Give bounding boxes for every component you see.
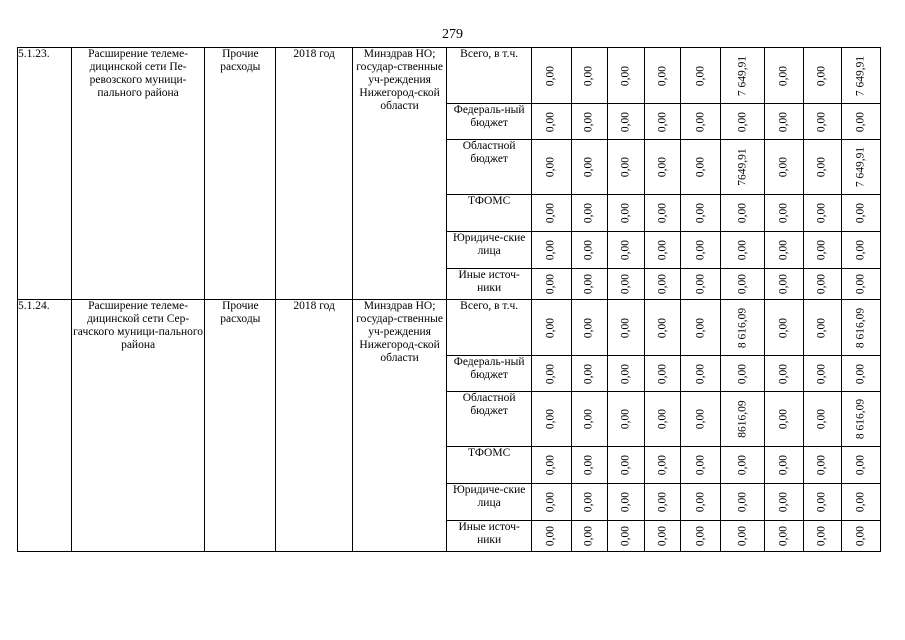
value-cell [571,521,608,552]
page-number: 279 [442,27,463,42]
value-text: 8 616,09 [854,307,867,348]
executor: Минздрав НО; государ-ственные уч-реждения Нижегород-ской области [352,48,447,300]
value-text: 0,00 [544,363,557,384]
funding-source: Иные источ-ники [447,269,531,300]
value-cell [803,392,842,447]
value-cell [531,300,571,356]
value-text: 0,00 [815,525,828,547]
value-cell [571,484,608,521]
value-cell [764,447,803,484]
value-text: 0,00 [619,156,632,178]
value-cell [764,48,803,104]
value-cell [764,104,803,140]
funding-source: Областной бюджет [447,392,531,447]
value-text: 0,00 [736,491,748,513]
value-cell [571,140,608,195]
value-cell [721,392,765,447]
funding-source: Федераль-ный бюджет [447,104,531,140]
implementation-year: 2018 год [276,48,352,300]
value-cell [803,356,842,392]
value-text: 0,00 [694,273,707,295]
value-text: 0,00 [815,65,828,86]
item-name: Расширение телеме-дицинской сети Пе-ревозского муници-пального района [71,48,204,300]
funding-source: ТФОМС [447,447,531,484]
value-cell [608,392,645,447]
value-text: 0,00 [777,491,790,513]
value-text: 0,00 [582,111,595,132]
value-text: 0,00 [619,491,632,513]
value-text: 0,00 [656,363,669,384]
value-text: 0,00 [777,454,790,476]
item-code: 5.1.23. [18,48,72,300]
value-text: 0,00 [777,363,790,384]
value-cell [803,484,842,521]
value-text: 0,00 [656,317,669,338]
value-text: 0,00 [619,525,632,547]
value-cell [531,356,571,392]
value-text: 0,00 [736,454,748,476]
value-text: 0,00 [619,273,632,295]
value-cell [842,356,881,392]
value-cell [764,140,803,195]
value-cell [644,521,681,552]
value-cell [764,521,803,552]
value-cell [571,447,608,484]
value-text: 0,00 [582,156,595,178]
value-text: 0,00 [736,525,748,547]
value-cell [571,232,608,269]
value-cell [571,300,608,356]
value-cell [531,269,571,300]
value-cell [644,356,681,392]
value-cell [608,484,645,521]
value-text: 0,00 [656,65,669,86]
value-cell [681,232,721,269]
value-cell [608,140,645,195]
value-text: 0,00 [777,408,790,430]
value-text: 0,00 [656,454,669,476]
value-cell [608,521,645,552]
value-cell [721,447,765,484]
value-cell [531,48,571,104]
funding-source: Областной бюджет [447,140,531,195]
value-cell [531,521,571,552]
value-cell [721,104,765,140]
value-cell [721,484,765,521]
value-text: 0,00 [656,156,669,178]
budget-table [17,47,881,552]
value-text: 0,00 [619,65,632,86]
value-cell [608,232,645,269]
value-text: 0,00 [656,408,669,430]
value-text: 0,00 [694,317,707,338]
value-cell [803,447,842,484]
table-row [18,300,881,356]
value-text: 0,00 [544,525,557,547]
value-text: 0,00 [656,202,669,224]
value-text: 0,00 [582,408,595,430]
table-row [18,48,881,104]
value-text: 0,00 [777,273,790,295]
value-text: 0,00 [694,156,707,178]
value-text: 7649,91 [736,148,748,186]
value-text: 0,00 [694,454,707,476]
value-cell [681,521,721,552]
value-text: 0,00 [777,202,790,224]
value-cell [644,232,681,269]
value-cell [803,269,842,300]
value-text: 0,00 [736,202,748,224]
value-text: 0,00 [815,454,828,476]
value-cell [764,269,803,300]
value-cell [721,232,765,269]
value-cell [842,521,881,552]
value-cell [803,104,842,140]
expense-type: Прочие расходы [205,48,276,300]
value-text: 0,00 [694,202,707,224]
value-cell [803,195,842,232]
value-cell [842,104,881,140]
value-text: 0,00 [544,408,557,430]
value-cell [721,521,765,552]
value-text: 0,00 [777,65,790,86]
value-cell [721,300,765,356]
value-text: 0,00 [544,239,557,261]
value-cell [531,232,571,269]
value-cell [842,484,881,521]
value-text: 0,00 [777,156,790,178]
value-cell [764,232,803,269]
value-text: 0,00 [619,317,632,338]
value-text: 0,00 [656,273,669,295]
value-cell [842,232,881,269]
value-text: 0,00 [619,454,632,476]
value-text: 7 649,91 [854,146,867,188]
value-cell [608,269,645,300]
value-text: 0,00 [582,65,595,86]
value-cell [764,484,803,521]
value-text: 0,00 [619,363,632,384]
executor: Минздрав НО; государ-ственные уч-реждения Нижегород-ской области [352,300,447,552]
value-text: 0,00 [619,111,632,132]
value-text: 0,00 [815,317,828,338]
funding-source: Всего, в т.ч. [447,300,531,356]
value-text: 0,00 [815,363,828,384]
value-text: 0,00 [582,525,595,547]
value-cell [681,195,721,232]
value-cell [764,195,803,232]
value-text: 0,00 [854,491,867,513]
value-cell [803,140,842,195]
value-text: 0,00 [582,491,595,513]
value-text: 0,00 [544,156,557,178]
value-text: 0,00 [736,273,748,295]
value-cell [608,447,645,484]
value-text: 0,00 [815,408,828,430]
value-cell [764,356,803,392]
value-text: 0,00 [815,202,828,224]
value-cell [608,104,645,140]
value-cell [644,48,681,104]
item-code: 5.1.24. [18,300,72,552]
value-cell [721,269,765,300]
funding-source: Федераль-ный бюджет [447,356,531,392]
value-cell [721,140,765,195]
value-text: 0,00 [544,65,557,86]
value-text: 0,00 [656,111,669,132]
value-text: 0,00 [544,491,557,513]
value-text: 0,00 [656,491,669,513]
value-text: 0,00 [854,273,867,295]
value-cell [681,447,721,484]
value-cell [681,104,721,140]
value-text: 0,00 [544,202,557,224]
value-text: 0,00 [854,454,867,476]
value-cell [764,300,803,356]
value-cell [608,195,645,232]
value-cell [842,269,881,300]
value-text: 0,00 [694,363,707,384]
value-text: 0,00 [582,273,595,295]
value-cell [681,356,721,392]
value-text: 0,00 [582,239,595,261]
value-text: 0,00 [582,317,595,338]
value-text: 0,00 [777,525,790,547]
value-text: 0,00 [544,454,557,476]
value-text: 0,00 [694,111,707,132]
value-cell [531,447,571,484]
value-text: 0,00 [736,111,748,132]
value-text: 0,00 [777,111,790,132]
value-cell [803,232,842,269]
value-cell [681,269,721,300]
funding-source: ТФОМС [447,195,531,232]
value-cell [842,195,881,232]
value-text: 0,00 [544,111,557,132]
value-text: 0,00 [694,525,707,547]
value-cell [644,140,681,195]
value-cell [721,195,765,232]
value-cell [608,356,645,392]
implementation-year: 2018 год [276,300,352,552]
value-cell [842,447,881,484]
value-cell [571,392,608,447]
value-cell [681,484,721,521]
value-cell [721,48,765,104]
value-text: 0,00 [694,65,707,86]
funding-source: Иные источ-ники [447,521,531,552]
value-text: 8 616,09 [736,307,748,348]
value-text: 0,00 [777,239,790,261]
value-cell [803,300,842,356]
value-cell [644,104,681,140]
value-text: 7 649,91 [854,55,867,96]
value-text: 0,00 [815,156,828,178]
value-cell [644,484,681,521]
value-text: 0,00 [544,273,557,295]
value-cell [721,356,765,392]
value-cell [531,392,571,447]
value-cell [764,392,803,447]
value-cell [644,447,681,484]
value-cell [531,140,571,195]
value-cell [681,300,721,356]
value-cell [803,48,842,104]
value-cell [531,484,571,521]
value-text: 0,00 [815,273,828,295]
value-text: 0,00 [736,363,748,384]
value-cell [531,104,571,140]
value-text: 8616,09 [736,400,748,438]
value-text: 0,00 [544,317,557,338]
value-text: 7 649,91 [736,55,748,96]
value-text: 0,00 [582,363,595,384]
value-text: 0,00 [694,408,707,430]
funding-source: Юридиче-ские лица [447,484,531,521]
value-text: 0,00 [656,525,669,547]
value-cell [608,300,645,356]
value-cell [608,48,645,104]
value-text: 0,00 [815,111,828,132]
value-cell [571,48,608,104]
funding-source: Всего, в т.ч. [447,48,531,104]
value-text: 8 616,09 [854,398,867,440]
value-cell [571,269,608,300]
value-cell [571,356,608,392]
value-text: 0,00 [854,363,867,384]
value-text: 0,00 [736,239,748,261]
value-cell [571,104,608,140]
value-text: 0,00 [777,317,790,338]
value-cell [571,195,608,232]
expense-type: Прочие расходы [205,300,276,552]
value-text: 0,00 [582,202,595,224]
value-cell [681,140,721,195]
value-cell [681,392,721,447]
value-cell [803,521,842,552]
value-cell [644,269,681,300]
value-text: 0,00 [694,239,707,261]
funding-source: Юридиче-ские лица [447,232,531,269]
value-text: 0,00 [815,239,828,261]
value-cell [644,392,681,447]
item-name: Расширение телеме-дицинской сети Сер-гачского муници-пального района [71,300,204,552]
value-cell [681,48,721,104]
value-cell [644,300,681,356]
value-text: 0,00 [854,525,867,547]
value-cell [842,300,881,356]
value-text: 0,00 [694,491,707,513]
value-cell [842,48,881,104]
value-cell [644,195,681,232]
value-text: 0,00 [815,491,828,513]
value-text: 0,00 [619,408,632,430]
value-text: 0,00 [582,454,595,476]
value-text: 0,00 [619,202,632,224]
value-text: 0,00 [656,239,669,261]
value-text: 0,00 [854,202,867,224]
value-cell [842,140,881,195]
value-cell [842,392,881,447]
value-text: 0,00 [619,239,632,261]
value-text: 0,00 [854,239,867,261]
value-text: 0,00 [854,111,867,132]
value-cell [531,195,571,232]
